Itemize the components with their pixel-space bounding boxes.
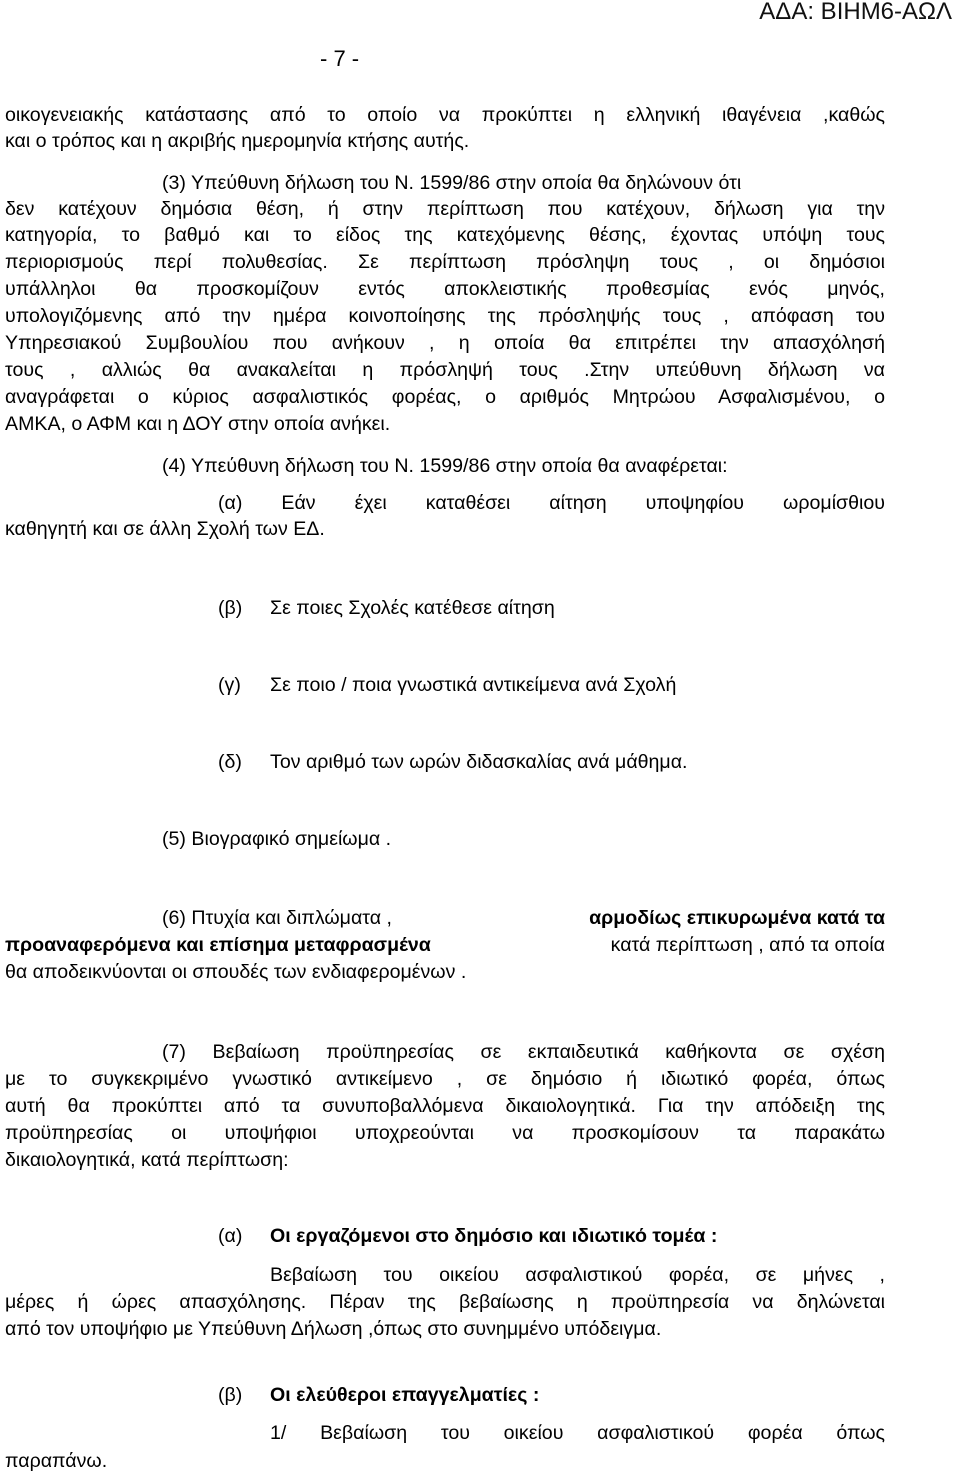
text-line: υπάλληλοι θα προσκομίζουν εντός αποκλειστικής προθεσμίας ενός μηνός, xyxy=(5,278,885,300)
text-line: περιορισμούς περί πολυθεσίας. Σε περίπτωση πρόσληψη τους , οι δημόσιοι xyxy=(5,251,885,273)
text-line: τους , αλλιώς θα ανακαλείται η πρόσληψή τους .Στην υπεύθυνη δήλωση να xyxy=(5,359,885,381)
text-line: μέρες ή ώρες απασχόλησης. Πέραν της βεβαίωσης η προϋπηρεσία να δηλώνεται xyxy=(5,1291,885,1313)
item-3-heading: (3) Υπεύθυνη δήλωση του Ν. 1599/86 στην οποία θα δηλώνουν ότι xyxy=(162,172,742,194)
text-line: ΑΜΚΑ, ο ΑΦΜ και η ΔΟΥ στην οποία ανήκει. xyxy=(5,413,391,435)
item-6-emphasis: προαναφερόμενα και επίσημα μεταφρασμένα xyxy=(5,934,431,956)
text-line: δεν κατέχουν δημόσια θέση, ή στην περίπτωση που κατέχουν, δήλωση για την xyxy=(5,198,885,220)
item-4a: (α) Εάν έχει καταθέσει αίτηση υποψηφίου ωρομίσθιου xyxy=(218,492,885,514)
page-number: - 7 - xyxy=(320,46,360,71)
item-4b-label: (β) xyxy=(218,597,243,619)
ada-code: ΑΔΑ: ΒΙΗΜ6-ΑΩΛ xyxy=(759,0,952,25)
item-4-heading: (4) Υπεύθυνη δήλωση του Ν. 1599/86 στην οποία θα αναφέρεται: xyxy=(162,455,728,477)
text-line: Υπηρεσιακού Συμβουλίου που ανήκουν , η οποία θα επιτρέπει την απασχόλησή xyxy=(5,332,885,354)
text-line: καθηγητή και σε άλλη Σχολή των ΕΔ. xyxy=(5,518,325,540)
item-7a-label: (α) xyxy=(218,1225,243,1247)
item-6-emphasis: αρμοδίως επικυρωμένα κατά τα xyxy=(589,907,885,929)
text-line: δικαιολογητικά, κατά περίπτωση: xyxy=(5,1149,289,1171)
text-line: Βεβαίωση του οικείου ασφαλιστικού φορέα, σε μήνες , xyxy=(270,1264,885,1286)
text-line: 1/ Βεβαίωση του οικείου ασφαλιστικού φορέα όπως xyxy=(270,1422,885,1444)
text-line: με το συγκεκριμένο γνωστικό αντικείμενο , σε δημόσιο ή ιδιωτικό φορέα, όπως xyxy=(5,1068,885,1090)
text-line: παραπάνω. xyxy=(5,1450,108,1472)
text-line: κατηγορία, το βαθμό και το είδος της κατεχόμενης θέσης, έχοντας υπόψη τους xyxy=(5,224,885,246)
text-line: και ο τρόπος και η ακριβής ημερομηνία κτήσης αυτής. xyxy=(5,130,470,152)
text-line xyxy=(5,932,885,958)
item-4d-text: Τον αριθμό των ωρών διδασκαλίας ανά μάθημα. xyxy=(270,751,688,773)
item-5-heading: (5) Βιογραφικό σημείωμα . xyxy=(162,828,392,850)
text-line: προϋπηρεσίας οι υποψήφιοι υποχρεούνται να προσκομίσουν τα παρακάτω xyxy=(5,1122,885,1144)
text-line: αυτή θα προκύπτει από τα συνυποβαλλόμενα δικαιολογητικά. Για την απόδειξη της xyxy=(5,1095,885,1117)
item-6-text: κατά περίπτωση , από τα οποία xyxy=(610,934,885,956)
item-7b-label: (β) xyxy=(218,1384,243,1406)
item-6-heading xyxy=(162,905,885,931)
text-line: αναγράφεται ο κύριος ασφαλιστικός φορέας, ο αριθμός Μητρώου Ασφαλισμένου, ο xyxy=(5,386,885,408)
text-line: οικογενειακής κατάστασης από το οποίο να προκύπτει η ελληνική ιθαγένεια ,καθώς xyxy=(5,104,885,126)
item-6-text: (6) Πτυχία και διπλώματα , xyxy=(162,907,392,929)
text-line: θα αποδεικνύονται οι σπουδές των ενδιαφερομένων . xyxy=(5,961,467,983)
item-4c-label: (γ) xyxy=(218,674,241,696)
text-line: από τον υποψήφιο με Υπεύθυνη Δήλωση ,όπως στο συνημμένο υπόδειγμα. xyxy=(5,1318,662,1340)
item-7-heading: (7) Βεβαίωση προϋπηρεσίας σε εκπαιδευτικά καθήκοντα σε σχέση xyxy=(162,1041,885,1063)
item-7b-heading: Οι ελεύθεροι επαγγελματίες : xyxy=(270,1384,540,1406)
item-4d-label: (δ) xyxy=(218,751,242,773)
text-line: υπολογιζόμενης από την ημέρα κοινοποίησης της πρόσληψής τους , απόφαση του xyxy=(5,305,885,327)
item-4b-text: Σε ποιες Σχολές κατέθεσε αίτηση xyxy=(270,597,555,619)
item-4c-text: Σε ποιο / ποια γνωστικά αντικείμενα ανά Σχολή xyxy=(270,674,677,696)
item-7a-heading: Οι εργαζόμενοι στο δημόσιο και ιδιωτικό τομέα : xyxy=(270,1225,718,1247)
